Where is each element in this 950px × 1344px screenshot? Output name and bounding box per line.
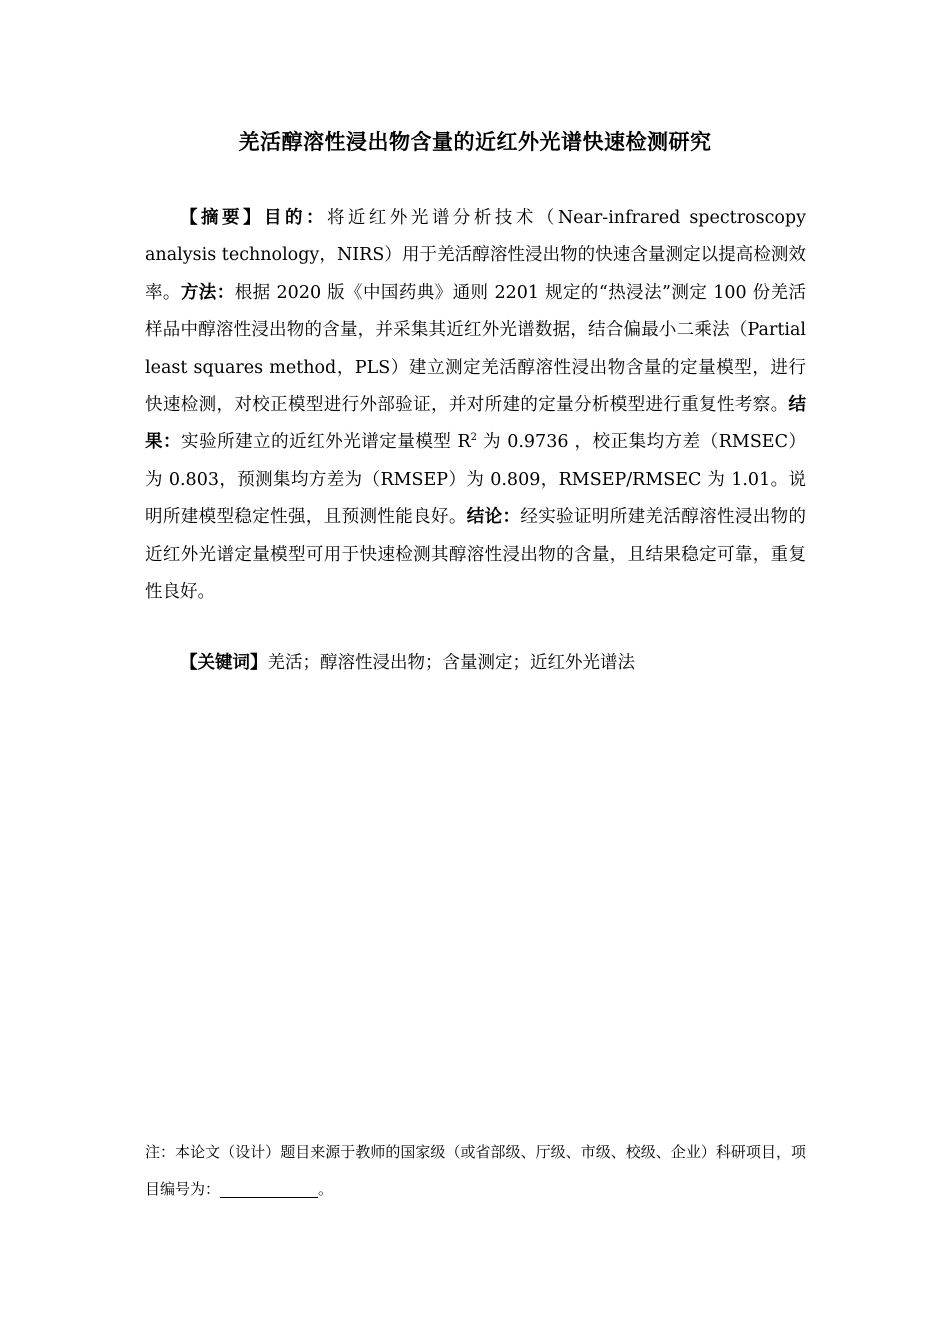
results-label: 结果： — [145, 395, 806, 453]
results-text-part2: 为 0.9736 ，校正集均方差（RMSEC）为 0.803，预测集均方差为（RMSEP）为 0.809，RMSEP/RMSEC 为 1.01。说明所建模型稳定性强，且预测性能良好。 — [145, 432, 806, 528]
footnote-text: 注：本论文（设计）题目来源于教师的国家级（或省部级、厅级、市级、校级、企业）科研项目，项目编号为： — [145, 1143, 806, 1198]
footnote-end: 。 — [318, 1180, 334, 1198]
abstract-label: 【摘要】 — [180, 208, 264, 228]
abstract-paragraph — [145, 200, 806, 611]
keywords-label: 【关键词】 — [180, 653, 268, 673]
objective-text: 将近红外光谱分析技术（Near-infrared spectroscopy analysis technology，NIRS）用于羌活醇溶性浸出物的快速含量测定以提高检测效率。 — [145, 208, 807, 303]
footnote — [145, 1134, 806, 1208]
project-number-blank — [220, 1179, 318, 1198]
paper-title: 羌活醇溶性浸出物含量的近红外光谱快速检测研究 — [238, 130, 712, 154]
results-text-part1: 实验所建立的近红外光谱定量模型 R — [181, 432, 471, 453]
keywords-text: 羌活；醇溶性浸出物；含量测定；近红外光谱法 — [267, 653, 635, 673]
methods-label: 方法： — [180, 282, 235, 303]
conclusion-label: 结论： — [466, 507, 521, 528]
results-superscript: 2 — [470, 432, 478, 444]
objective-label: 目的： — [263, 208, 327, 228]
methods-text: 根据 2020 版《中国药典》通则 2201 规定的“热浸法”测定 100 份羌活样品中醇溶性浸出物的含量，并采集其近红外光谱数据，结合偏最小二乘法（Partial least squares method，PLS）建立测定羌活醇溶性浸出物含量的定量模型，进行快速检测，对校正模型进行外部验证，并对所建的定量分析模型进行重复性考察。 — [145, 282, 807, 416]
keywords-paragraph — [145, 646, 806, 680]
conclusion-text: 经实验证明所建羌活醇溶性浸出物的近红外光谱定量模型可用于快速检测其醇溶性浸出物的含量，且结果稳定可靠，重复性良好。 — [145, 507, 806, 603]
